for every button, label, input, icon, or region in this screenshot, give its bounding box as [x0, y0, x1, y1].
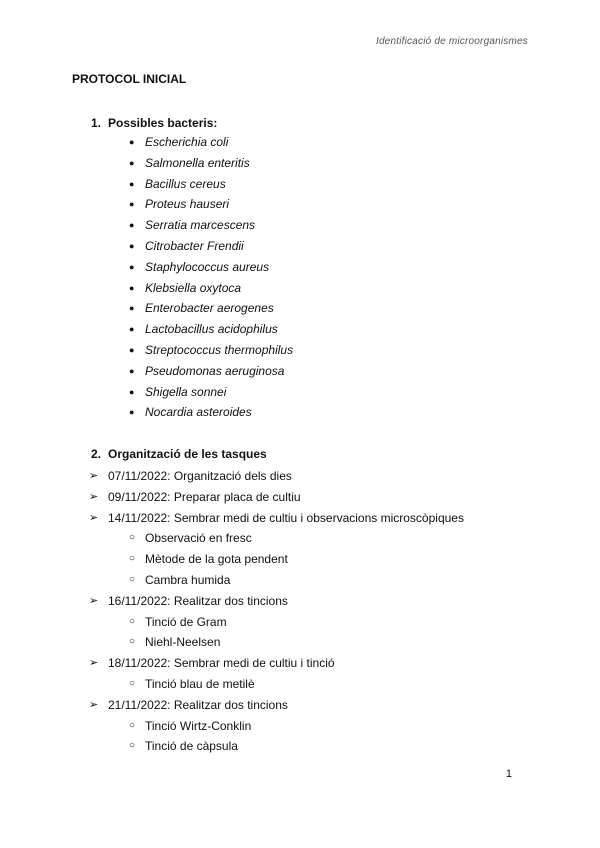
document-title: PROTOCOL INICIAL [72, 72, 187, 86]
subtask-item [0, 674, 464, 695]
subtask-text: Tinció Wirtz-Conklin [145, 718, 252, 733]
hollow-circle-bullet-icon: ○ [129, 740, 136, 752]
task-item [0, 591, 464, 612]
hollow-circle-bullet-icon: ○ [129, 719, 136, 731]
filled-circle-bullet-icon: ● [129, 344, 135, 355]
filled-circle-bullet-icon: ● [129, 261, 135, 272]
hollow-circle-bullet-icon: ○ [129, 532, 136, 544]
bacteria-name: Staphylococcus aureus [145, 259, 270, 274]
bacteria-name: Enterobacter aerogenes [145, 301, 274, 316]
bacteria-list-item [0, 257, 293, 278]
arrowhead-bullet-icon: ➢ [89, 490, 99, 503]
filled-circle-bullet-icon: ● [129, 365, 135, 376]
hollow-circle-bullet-icon: ○ [129, 615, 136, 627]
page-number: 1 [505, 768, 512, 780]
hollow-circle-bullet-icon: ○ [129, 677, 136, 689]
bacteria-name: Lactobacillus acidophilus [145, 322, 278, 337]
hollow-circle-bullet-icon: ○ [129, 573, 136, 585]
bacteria-list-item [0, 194, 293, 215]
subtask-item [0, 549, 464, 570]
arrowhead-bullet-icon: ➢ [89, 511, 99, 524]
bacteria-list-item [0, 298, 293, 319]
subtask-text: Observació en fresc [145, 531, 252, 546]
bacteria-name: Nocardia asteroides [145, 405, 252, 420]
filled-circle-bullet-icon: ● [129, 178, 135, 189]
bacteria-list-item [0, 174, 293, 195]
task-item [0, 487, 464, 508]
filled-circle-bullet-icon: ● [129, 386, 135, 397]
bacteria-list-item [0, 153, 293, 174]
bacteria-name: Bacillus cereus [145, 176, 226, 191]
section-1-heading [91, 116, 217, 130]
bacteria-name: Proteus hauseri [145, 197, 230, 212]
filled-circle-bullet-icon: ● [129, 303, 135, 314]
arrowhead-bullet-icon: ➢ [89, 594, 99, 607]
filled-circle-bullet-icon: ● [129, 157, 135, 168]
bacteria-list [0, 132, 293, 423]
section-2-number: 2. [91, 447, 102, 461]
bacteria-name: Citrobacter Frendii [145, 238, 244, 253]
filled-circle-bullet-icon: ● [129, 137, 135, 147]
bacteria-list-item [0, 402, 293, 423]
subtask-text: Niehl-Neelsen [145, 635, 221, 650]
task-text: 07/11/2022: Organització dels dies [108, 469, 292, 483]
arrowhead-bullet-icon: ➢ [89, 657, 99, 670]
subtask-item [0, 716, 464, 737]
section-2-heading [91, 447, 267, 461]
bacteria-name: Serratia marcescens [145, 218, 256, 233]
task-text: 18/11/2022: Sembrar medi de cultiu i tinció [108, 656, 335, 671]
bacteria-list-item [0, 319, 293, 340]
bacteria-list-item [0, 361, 293, 382]
task-item [0, 653, 464, 674]
filled-circle-bullet-icon: ● [129, 282, 135, 293]
section-2-title: Organització de les tasques [108, 447, 267, 461]
task-text: 14/11/2022: Sembrar medi de cultiu i observacions microscòpiques [108, 510, 464, 525]
running-header: Identificació de microorganismes [375, 36, 528, 47]
task-item [0, 466, 464, 487]
hollow-circle-bullet-icon: ○ [129, 636, 136, 648]
filled-circle-bullet-icon: ● [129, 199, 135, 210]
filled-circle-bullet-icon: ● [129, 407, 135, 418]
subtask-text: Tinció de Gram [145, 614, 227, 629]
subtask-text: Tinció blau de metilè [145, 676, 255, 691]
task-text: 09/11/2022: Preparar placa de cultiu [108, 489, 301, 504]
bacteria-name: Pseudomonas aeruginosa [145, 363, 285, 378]
subtask-item [0, 632, 464, 653]
task-item [0, 695, 464, 716]
arrowhead-bullet-icon: ➢ [89, 698, 99, 711]
bacteria-name: Shigella sonnei [145, 384, 227, 399]
bacteria-list-item [0, 340, 293, 361]
subtask-text: Mètode de la gota pendent [145, 552, 288, 567]
bacteria-name: Streptococcus thermophilus [145, 342, 294, 357]
filled-circle-bullet-icon: ● [129, 220, 135, 231]
subtask-item [0, 570, 464, 591]
task-text: 21/11/2022: Realitzar dos tincions [108, 697, 288, 712]
bacteria-list-item [0, 278, 293, 299]
task-item [0, 508, 464, 529]
subtask-item [0, 736, 464, 757]
bacteria-list-item [0, 132, 293, 153]
bacteria-list-item [0, 236, 293, 257]
subtask-text: Tinció de càpsula [145, 739, 238, 754]
task-text: 16/11/2022: Realitzar dos tincions [108, 593, 288, 608]
filled-circle-bullet-icon: ● [129, 240, 135, 251]
bacteria-list-item [0, 215, 293, 236]
filled-circle-bullet-icon: ● [129, 324, 135, 335]
section-1-title: Possibles bacteris: [108, 116, 218, 130]
bacteria-name: Salmonella enteritis [145, 155, 250, 170]
arrowhead-bullet-icon: ➢ [89, 470, 99, 482]
bacteria-list-item [0, 382, 293, 403]
hollow-circle-bullet-icon: ○ [129, 553, 136, 565]
bacteria-name: Escherichia coli [145, 135, 229, 149]
subtask-item [0, 612, 464, 633]
task-list [0, 466, 464, 757]
section-1-number: 1. [91, 116, 102, 130]
subtask-item [0, 528, 464, 549]
bacteria-name: Klebsiella oxytoca [145, 280, 242, 295]
subtask-text: Cambra humida [145, 572, 231, 587]
